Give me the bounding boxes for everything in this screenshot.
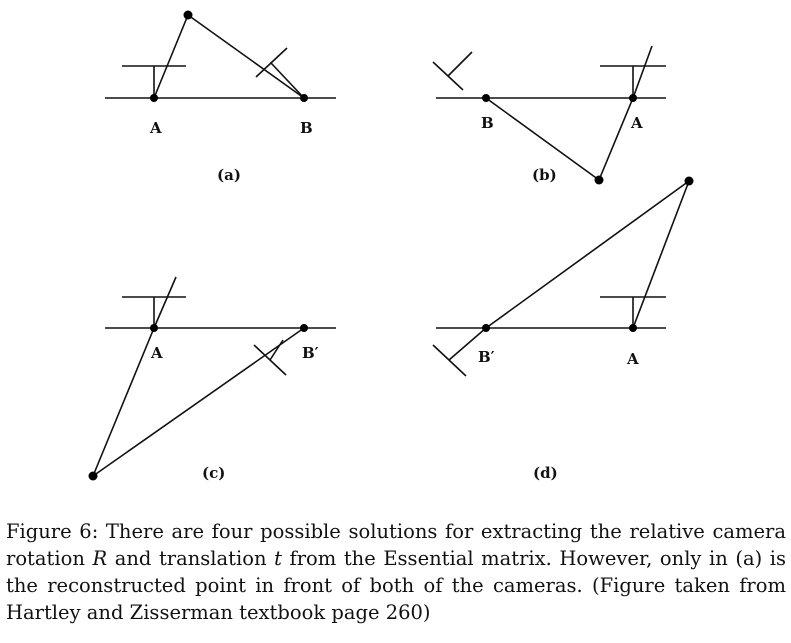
- panel-label: (d): [533, 464, 558, 482]
- point-label-left: B′: [478, 348, 495, 366]
- panel-label: (c): [202, 464, 226, 482]
- panel-c: [89, 277, 337, 482]
- caption-suffix: from the Essential matrix. However, only in (a) is the reconstructed point in front of both of the cameras. (Figure taken from Hartley and Zisserman textbook page 260): [6, 547, 787, 624]
- panel-label: (b): [532, 166, 557, 184]
- panel-label: (a): [217, 166, 241, 184]
- point-label-right: B′: [302, 344, 319, 362]
- camera-a-symbol: [600, 297, 666, 328]
- camera-b-symbol: [433, 52, 472, 90]
- center-a: [150, 94, 158, 102]
- ray-from-a: [154, 15, 188, 98]
- point-label-left: A: [150, 119, 162, 137]
- center-a: [629, 94, 637, 102]
- point-label-left: B: [481, 114, 494, 132]
- reconstructed-point: [595, 176, 604, 185]
- reconstructed-point: [89, 472, 98, 481]
- center-b-prime: [482, 324, 490, 332]
- center-b: [482, 94, 490, 102]
- panel-a: [105, 11, 336, 185]
- camera-a-symbol: [122, 66, 186, 98]
- ray-from-a: [633, 181, 689, 328]
- point-label-left: A: [151, 344, 163, 362]
- camera-b-prime-symbol: [254, 340, 286, 375]
- point-label-right: A: [631, 114, 643, 132]
- point-label-right: A: [627, 350, 639, 368]
- center-b: [300, 94, 308, 102]
- ray-extension-a: [633, 46, 652, 98]
- ray-extension-a: [154, 277, 176, 328]
- center-b-prime: [300, 324, 308, 332]
- reconstructed-point: [184, 11, 193, 20]
- ray-from-b: [188, 15, 304, 98]
- center-a: [150, 324, 158, 332]
- reconstructed-point: [685, 177, 694, 186]
- camera-a-symbol: [122, 297, 186, 328]
- caption-prefix: Figure 6: There are four possible solutions for extracting the relative camera rotation: [6, 520, 786, 570]
- panel-d: [433, 177, 694, 483]
- panel-b: [433, 46, 666, 185]
- center-a: [629, 324, 637, 332]
- point-label-right: B: [300, 119, 313, 137]
- camera-b-symbol: [256, 48, 304, 98]
- ray-from-a: [599, 98, 633, 180]
- camera-a-symbol: [600, 66, 666, 98]
- ray-from-b-prime: [486, 181, 689, 328]
- caption-var-t: t: [274, 547, 282, 570]
- caption-var-r: R: [92, 547, 108, 570]
- ray-from-b-prime: [93, 328, 304, 476]
- figure-caption: [6, 518, 786, 626]
- caption-middle: and translation: [107, 547, 275, 570]
